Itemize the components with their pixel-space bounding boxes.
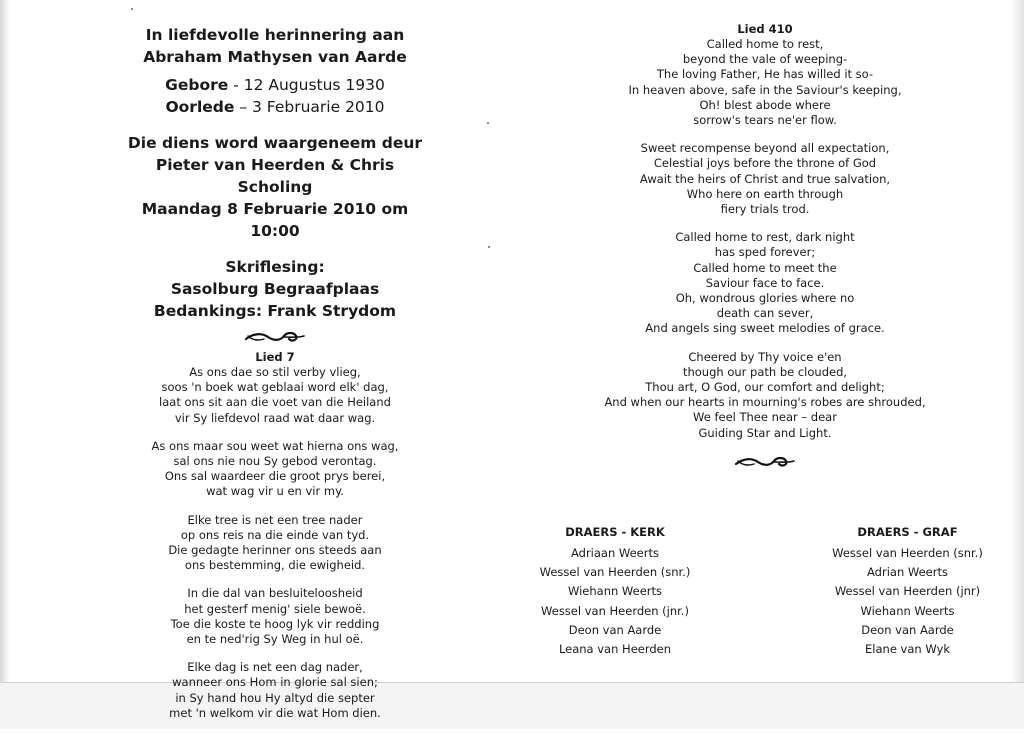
hymn-7-title: Lied 7 (255, 350, 295, 364)
hymn-7-verse-line: Elke tree is net een tree nader (187, 512, 363, 527)
grave-bearer-name: Elane van Wyk (865, 642, 950, 657)
hymn-410-verse-line: sorrow's tears ne'er flow. (693, 113, 837, 128)
church-bearers (520, 524, 710, 659)
church-bearer-name: Wiehann Weerts (567, 584, 663, 599)
flourish-ornament-icon (244, 330, 306, 344)
church-bearer-name: Leana van Heerden (558, 642, 672, 657)
hymn-7-verse-line: laat ons sit aan die voet van die Heiland (159, 395, 391, 410)
grave-bearer-name: Wiehann Weerts (860, 603, 955, 618)
hymn-410-verse-line: The loving Father, He has willed it so- (656, 67, 874, 82)
hymn-7-verse-line: wat wag vir u en vir my. (206, 484, 344, 499)
hymn-7-verse-line: soos 'n boek wat geblaai word elk' dag, (161, 380, 389, 395)
hymn-410-verse-line: though our path be clouded, (682, 364, 848, 379)
hymn-410-verse-line: Called home to rest, (706, 37, 824, 51)
hymn-7-verse-line: sal ons nie nou Sy gebod verontag. (173, 454, 377, 469)
hymn-7-stanza (120, 660, 430, 721)
hymn-410-verse-line: Called home to meet the (693, 260, 837, 275)
hymn-7-text (120, 365, 430, 721)
hymn-410-verse-line: fiery trials trod. (720, 202, 810, 217)
hymn-410-verse-line: In heaven above, safe in the Saviour's keeping, (628, 82, 902, 97)
born-label: Gebore (165, 76, 229, 94)
memorial-heading: In liefdevolle herinnering aan (145, 26, 405, 44)
grave-bearers (810, 524, 1005, 659)
hymn-410-verse-line: Cheered by Thy voice e'en (688, 349, 842, 364)
hymn-410-verse-line: And when our hearts in mourning's robes are shrouded, (604, 395, 926, 410)
church-bearer-name: Wessel van Heerden (jnr.) (541, 603, 689, 618)
hymn-410-column (590, 22, 940, 475)
memorial-details-column (120, 24, 430, 734)
church-bearer-name: Adriaan Weerts (570, 546, 659, 560)
hymn-7-verse-line: As ons maar sou weet wat hierna ons wag, (151, 438, 399, 453)
hymn-410-stanza (590, 141, 940, 217)
acknowledgements-line: Bedankings: Frank Strydom (153, 302, 397, 320)
hymn-410-text (590, 37, 940, 441)
grave-bearer-name: Wessel van Heerden (jnr) (834, 584, 981, 599)
hymn-7-verse-line: vir Sy liefdevol raad wat daar wag. (174, 410, 376, 425)
hymn-410-verse-line: Saviour face to face. (705, 275, 825, 290)
hymn-410-verse-line: Who here on earth through (686, 186, 844, 201)
church-bearer-name: Wessel van Heerden (snr.) (539, 565, 691, 580)
died-label: Oorlede (165, 98, 235, 116)
hymn-410-verse-line: Sweet recompense beyond all expectation, (640, 141, 890, 156)
scan-left-edge (0, 0, 10, 729)
service-date-line: Maandag 8 Februarie 2010 om 10:00 (141, 200, 409, 240)
flourish-ornament-icon (734, 455, 796, 469)
hymn-7-verse-line: met 'n welkom vir die wat Hom dien. (169, 705, 381, 720)
grave-bearers-title: DRAERS - GRAF (857, 525, 958, 539)
hymn-7-verse-line: Die gedagte herinner ons steeds aan (168, 543, 382, 558)
scripture-reading-label: Skriflesing: (225, 258, 325, 276)
hymn-410-verse-line: We feel Thee near – dear (693, 410, 837, 425)
scan-speck (131, 8, 133, 10)
church-bearer-name: Deon van Aarde (568, 622, 662, 637)
hymn-7-verse-line: Toe die koste te hoog lyk vir redding (170, 616, 380, 631)
hymn-7-verse-line: In die dal van besluiteloosheid (187, 586, 363, 601)
church-bearers-list (520, 544, 710, 659)
died-date: 3 Februarie 2010 (252, 98, 385, 116)
hymn-410-stanza (590, 37, 940, 128)
service-line: Die diens word waargeneem deur (127, 134, 423, 152)
hymn-7-verse-line: het gesterf menig' siele bewoë. (184, 601, 366, 616)
scan-speck (487, 122, 489, 124)
hymn-410-verse-line: death can sever, (716, 306, 814, 321)
hymn-410-verse-line: Guiding Star and Light. (698, 425, 832, 440)
hymn-7-verse-line: As ons dae so stil verby vlieg, (189, 365, 361, 379)
hymn-410-verse-line: beyond the vale of weeping- (682, 52, 848, 67)
hymn-7-verse-line: wanneer ons Hom in glorie sal sien; (172, 675, 378, 690)
hymn-7-verse-line: en te ned'rig Sy Weg in hul oë. (186, 632, 364, 647)
hymn-7-stanza (120, 586, 430, 647)
hymn-410-verse-line: Oh, wondrous glories where no (675, 291, 855, 306)
hymn-410-title: Lied 410 (737, 22, 793, 36)
hymn-7-stanza (120, 439, 430, 500)
hymn-7-stanza (120, 365, 430, 426)
hymn-7-verse-line: Elke dag is net een dag nader, (187, 660, 363, 675)
hymn-410-verse-line: Thou art, O God, our comfort and delight; (645, 380, 885, 395)
deceased-name: Abraham Mathysen van Aarde (143, 48, 407, 66)
hymn-410-verse-line: has sped forever; (714, 245, 816, 260)
hymn-410-stanza (590, 350, 940, 441)
birth-line: Gebore - 12 Augustus 1930 (165, 76, 385, 94)
church-bearers-title: DRAERS - KERK (565, 525, 665, 539)
hymn-7-stanza (120, 513, 430, 574)
hymn-410-stanza (590, 230, 940, 336)
hymn-7-verse-line: in Sy hand hou Hy altyd die septer (175, 690, 375, 705)
hymn-410-verse-line: And angels sing sweet melodies of grace. (645, 321, 885, 336)
hymn-410-verse-line: Celestial joys before the throne of God (653, 156, 877, 171)
hymn-410-verse-line: Oh! blest abode where (699, 97, 831, 112)
hymn-410-verse-line: Called home to rest, dark night (675, 230, 855, 245)
hymn-7-verse-line: ons bestemming, die ewigheid. (184, 558, 366, 573)
hymn-7-verse-line: op ons reis na die einde van tyd. (180, 527, 370, 542)
scan-speck (488, 246, 490, 248)
grave-bearer-name: Adrian Weerts (867, 565, 948, 580)
grave-bearer-name: Deon van Aarde (861, 622, 954, 637)
grave-bearers-list (810, 544, 1005, 659)
hymn-410-verse-line: Await the heirs of Christ and true salvation, (639, 171, 891, 186)
death-line: Oorlede – 3 Februarie 2010 (165, 98, 385, 116)
grave-bearer-name: Wessel van Heerden (snr.) (832, 546, 983, 560)
hymn-7-verse-line: Ons sal waardeer die groot prys berei, (164, 469, 386, 484)
born-date: 12 Augustus 1930 (243, 76, 385, 94)
officiants-line: Pieter van Heerden & Chris Scholing (155, 156, 395, 196)
scan-right-edge (1010, 0, 1024, 729)
burial-place: Sasolburg Begraafplaas (170, 280, 380, 298)
